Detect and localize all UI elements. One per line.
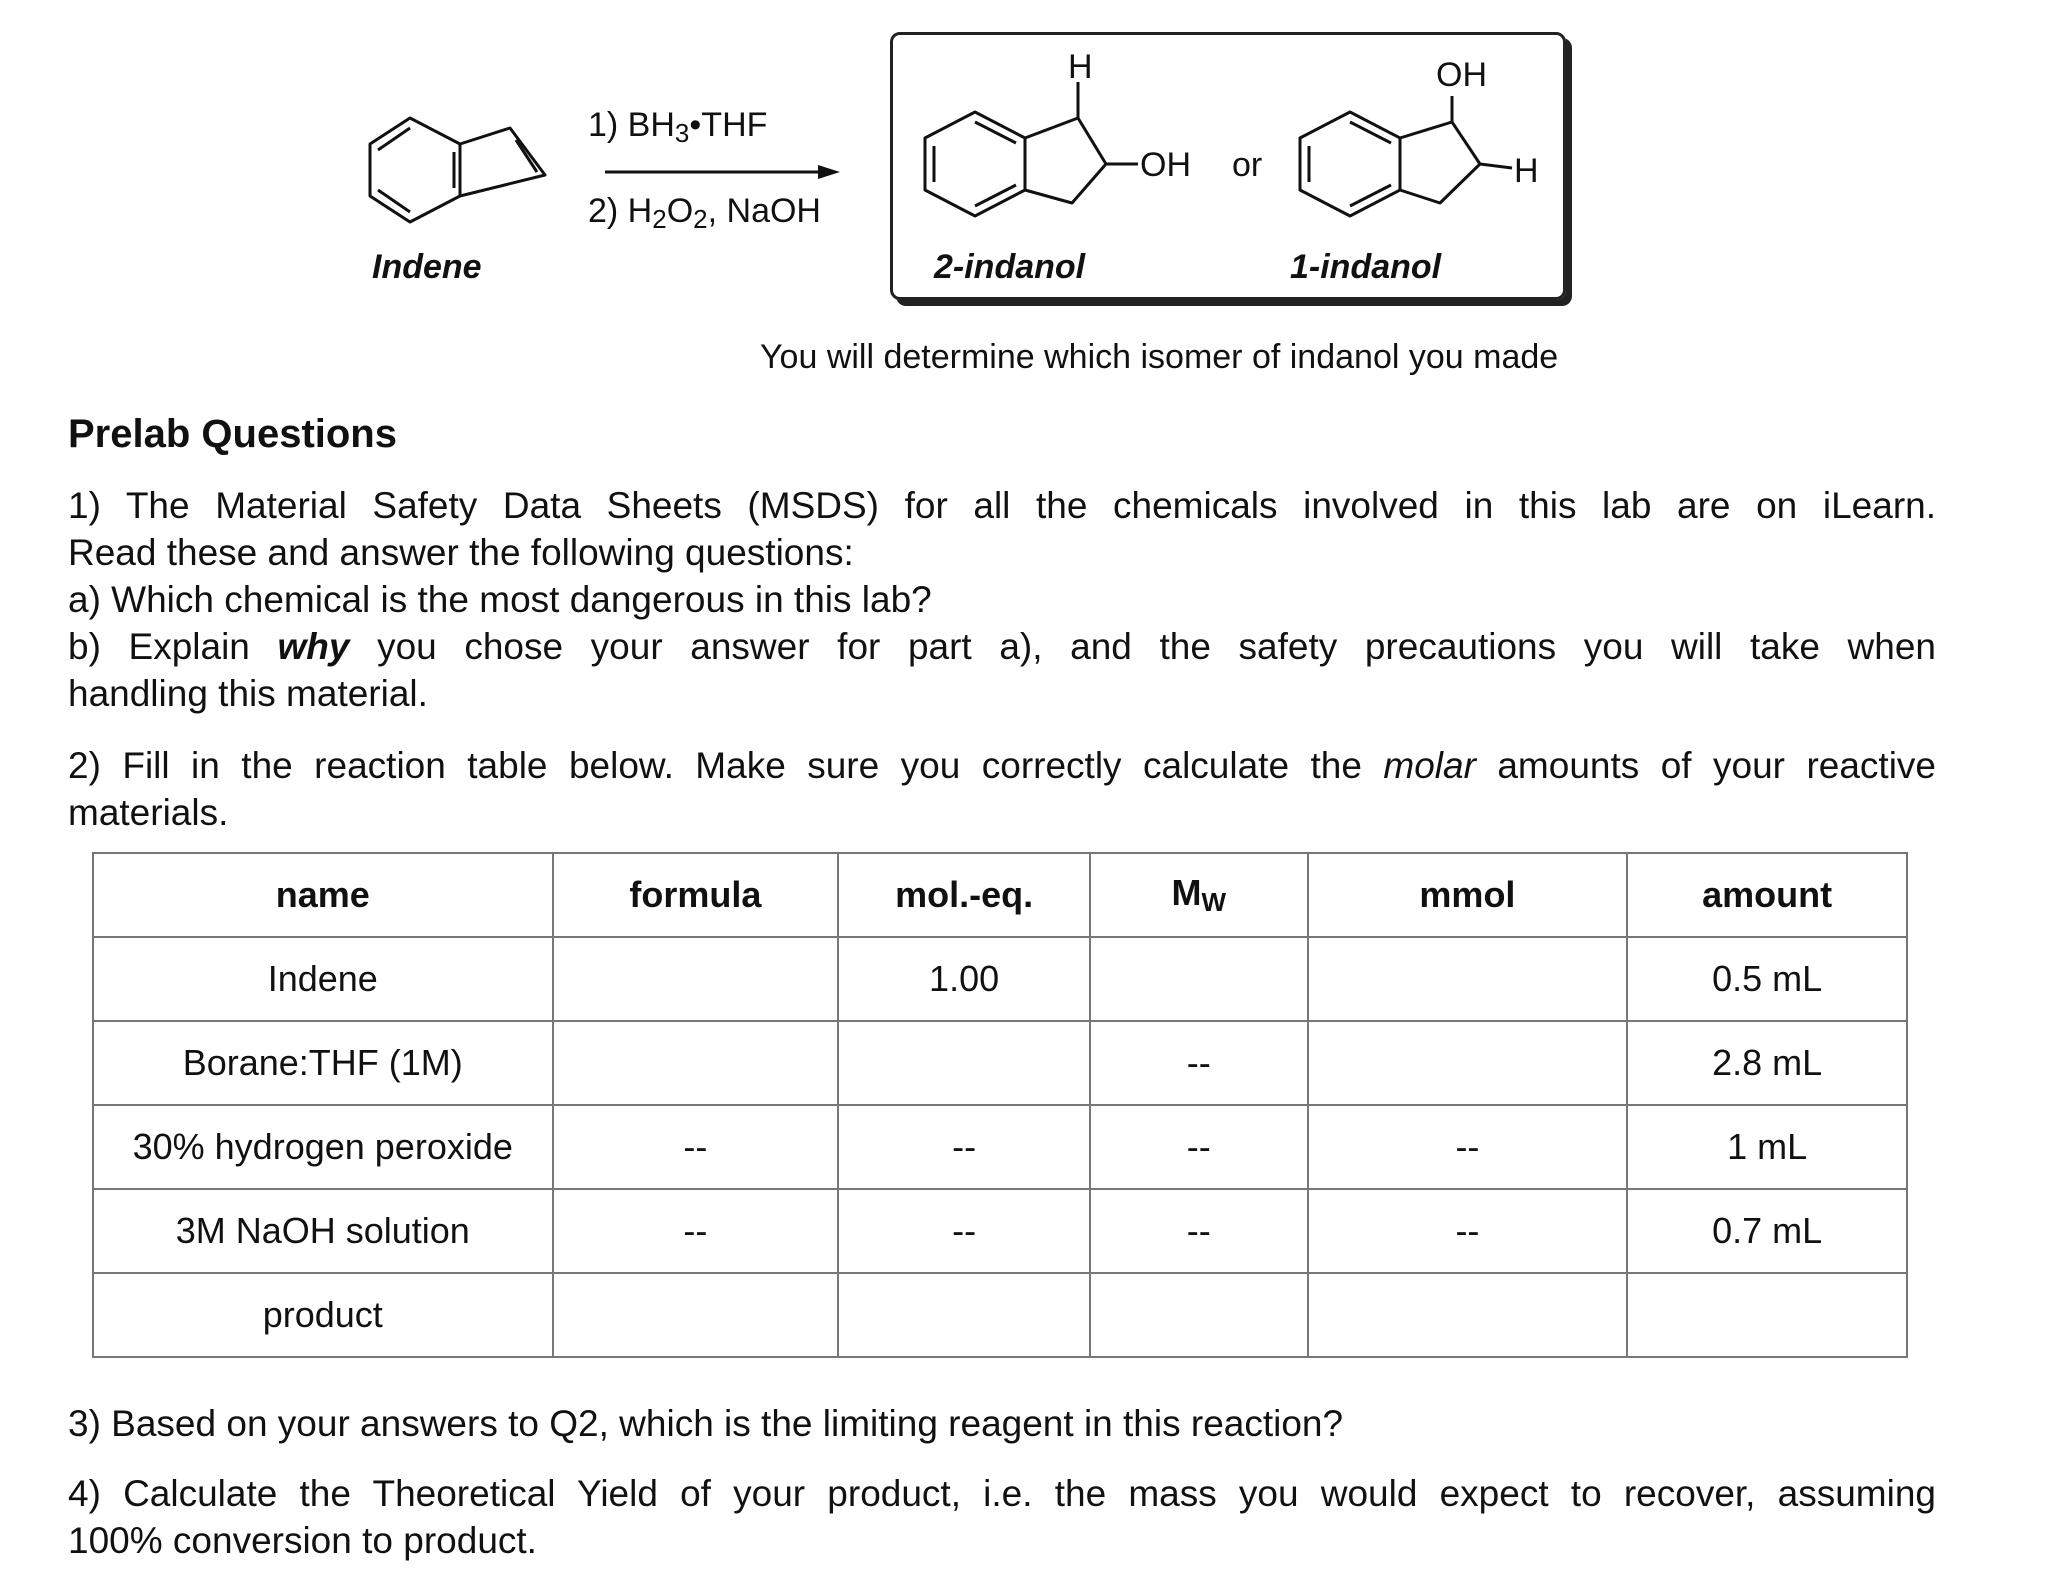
q1-part-b-line-2: handling this material. <box>68 673 428 714</box>
table-header-row <box>93 853 1907 937</box>
cell-mol-eq[interactable]: -- <box>838 1105 1090 1189</box>
cell-amount[interactable] <box>1627 1273 1907 1357</box>
cell-amount[interactable]: 0.7 mL <box>1627 1189 1907 1273</box>
cell-mw[interactable] <box>1090 1273 1308 1357</box>
reaction-table <box>92 852 1908 1358</box>
cell-mmol[interactable]: -- <box>1308 1189 1628 1273</box>
cell-name: Indene <box>93 937 553 1021</box>
atom-h-1-indanol: H <box>1514 152 1539 190</box>
reagent-step-1: 1) $BH_3•THF$ <box>588 106 768 148</box>
table-row <box>93 1021 1907 1105</box>
cell-mw[interactable]: -- <box>1090 1189 1308 1273</box>
q1-line-2: Read these and answer the following questions: <box>68 532 854 573</box>
question-2 <box>68 742 1936 836</box>
header-name: name <box>93 853 553 937</box>
cell-mol-eq[interactable]: 1.00 <box>838 937 1090 1021</box>
question-3 <box>68 1400 1936 1447</box>
cell-mol-eq[interactable]: -- <box>838 1189 1090 1273</box>
q2-line-1: 2) Fill in the reaction table below. Make sure you correctly calculate the molar amounts of your reactive <box>68 745 1936 786</box>
reaction-arrow <box>605 165 840 179</box>
q3-text: 3) Based on your answers to Q2, which is the limiting reagent in this reaction? <box>68 1403 1344 1444</box>
cell-name: product <box>93 1273 553 1357</box>
table-row <box>93 1189 1907 1273</box>
header-mw: $M_W$ <box>1090 853 1308 937</box>
q2-line-2: materials. <box>68 792 229 833</box>
cell-formula[interactable]: -- <box>553 1105 839 1189</box>
q1-part-b: b) Explain why you chose your answer for part a), and the safety precautions you will take when <box>68 626 1937 667</box>
header-amount: amount <box>1627 853 1907 937</box>
question-1 <box>68 482 1936 717</box>
or-text: or <box>1232 146 1263 184</box>
q4-line-1: 4) Calculate the Theoretical Yield of your product, i.e. the mass you would expect to recover, assuming <box>68 1473 1936 1514</box>
cell-amount[interactable]: 0.5 mL <box>1627 937 1907 1021</box>
q1-part-a: a) Which chemical is the most dangerous in this lab? <box>68 579 932 620</box>
cell-formula[interactable] <box>553 1273 839 1357</box>
header-formula: formula <box>553 853 839 937</box>
cell-mol-eq[interactable] <box>838 1021 1090 1105</box>
cell-mol-eq[interactable] <box>838 1273 1090 1357</box>
header-mmol: mmol <box>1308 853 1628 937</box>
atom-oh-1-indanol: OH <box>1436 56 1487 94</box>
indene-label: Indene <box>372 248 482 286</box>
scheme-caption: You will determine which isomer of indanol you made <box>760 338 1559 376</box>
atom-h-2-indanol: H <box>1068 48 1093 86</box>
cell-mmol[interactable] <box>1308 1273 1628 1357</box>
cell-amount[interactable]: 2.8 mL <box>1627 1021 1907 1105</box>
atom-oh-2-indanol: OH <box>1140 146 1191 184</box>
question-4 <box>68 1470 1936 1564</box>
table-row <box>93 1105 1907 1189</box>
indene-structure <box>370 118 545 222</box>
reagent-step-2: 2) $H_2O_2$, NaOH <box>588 192 821 234</box>
reaction-scheme <box>0 0 2046 380</box>
cell-mw[interactable]: -- <box>1090 1105 1308 1189</box>
cell-name: Borane:THF (1M) <box>93 1021 553 1105</box>
cell-formula[interactable] <box>553 937 839 1021</box>
cell-mw[interactable]: -- <box>1090 1021 1308 1105</box>
cell-mmol[interactable] <box>1308 1021 1628 1105</box>
cell-formula[interactable]: -- <box>553 1189 839 1273</box>
q1-line-1: 1) The Material Safety Data Sheets (MSDS) for all the chemicals involved in this lab are on iLearn. <box>68 485 1936 526</box>
table-row <box>93 937 1907 1021</box>
2-indanol-label: 2-indanol <box>934 248 1086 286</box>
cell-mmol[interactable]: -- <box>1308 1105 1628 1189</box>
1-indanol-label: 1-indanol <box>1290 248 1442 286</box>
q4-line-2: 100% conversion to product. <box>68 1520 537 1561</box>
cell-amount[interactable]: 1 mL <box>1627 1105 1907 1189</box>
table-row <box>93 1273 1907 1357</box>
header-mol-eq: mol.-eq. <box>838 853 1090 937</box>
cell-name: 30% hydrogen peroxide <box>93 1105 553 1189</box>
prelab-heading: Prelab Questions <box>68 412 397 456</box>
cell-mw[interactable] <box>1090 937 1308 1021</box>
cell-mmol[interactable] <box>1308 937 1628 1021</box>
cell-name: 3M NaOH solution <box>93 1189 553 1273</box>
cell-formula[interactable] <box>553 1021 839 1105</box>
